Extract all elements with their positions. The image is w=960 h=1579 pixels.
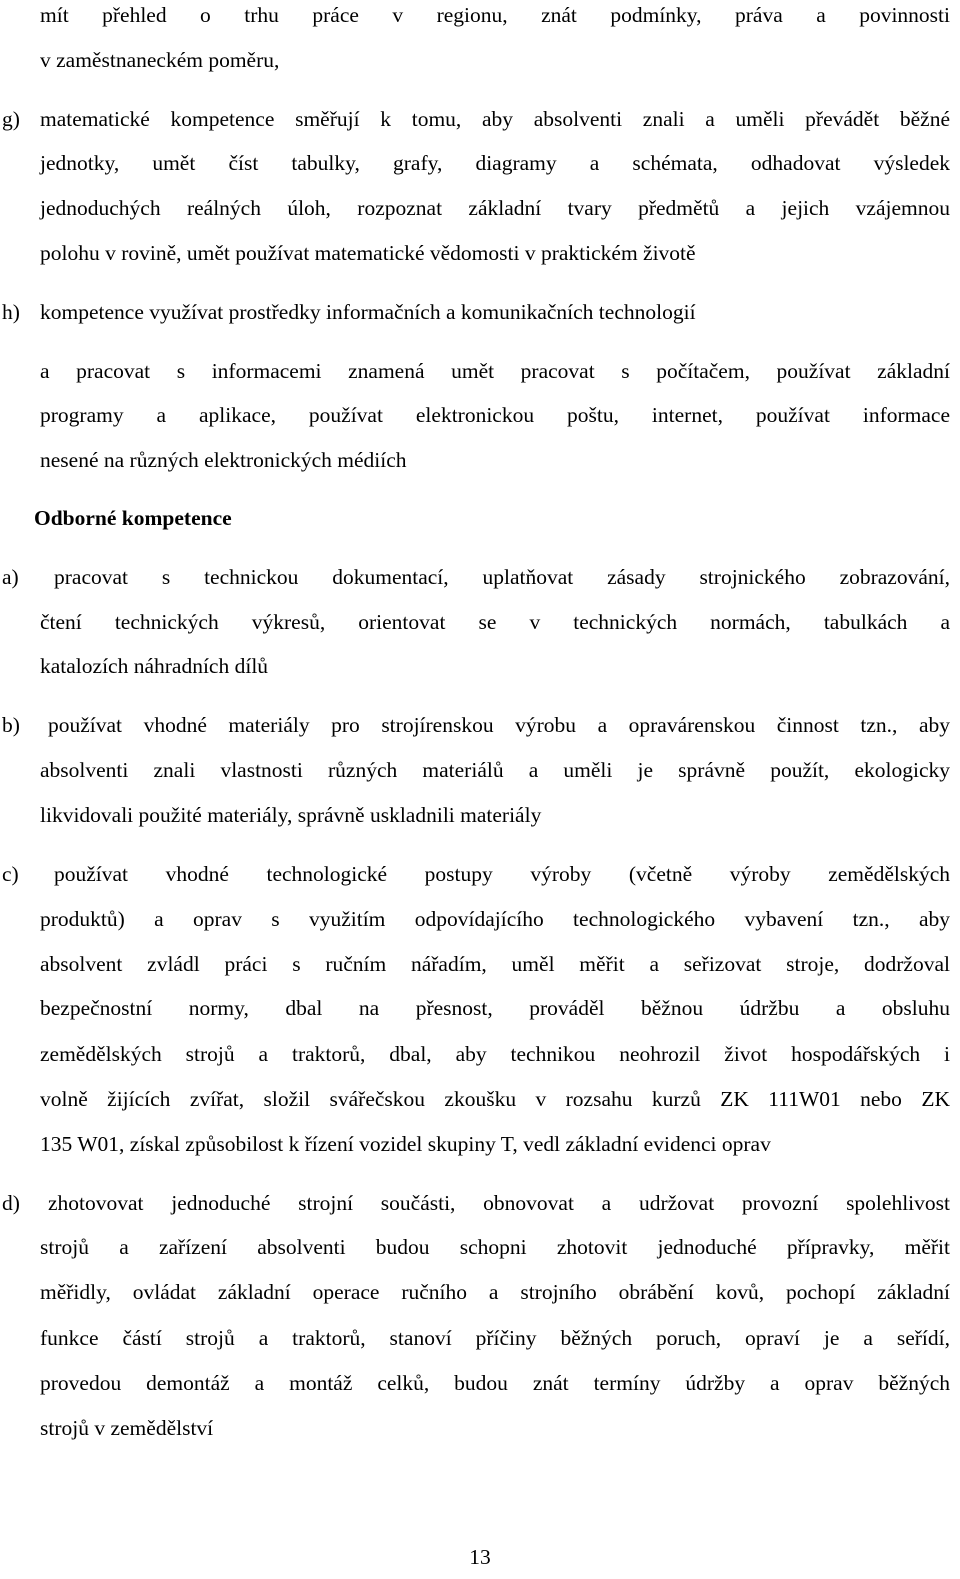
text-line: katalozích náhradních dílů [40, 654, 269, 678]
text-line: měřidly, ovládat základní operace ručního a strojního obrábění kovů, pochopí základní [40, 1280, 950, 1304]
list-marker-h: h) [2, 300, 20, 324]
list-marker-c: c) [2, 862, 19, 886]
text-line: likvidovali použité materiály, správně uskladnili materiály [40, 803, 542, 827]
text-line: bezpečnostní normy, dbal na přesnost, prováděl běžnou údržbu a obsluhu [40, 996, 950, 1020]
text-line: 135 W01, získal způsobilost k řízení vozidel skupiny T, vedl základní evidenci oprav [40, 1132, 771, 1156]
text-line: čtení technických výkresů, orientovat se v technických normách, tabulkách a [40, 610, 950, 634]
list-marker-b: b) [2, 713, 20, 737]
text-line: provedou demontáž a montáž celků, budou znát termíny údržby a oprav běžných [40, 1371, 950, 1395]
text-line: absolventi znali vlastnosti různých materiálů a uměli je správně použít, ekologicky [40, 758, 950, 782]
list-marker-d: d) [2, 1191, 20, 1215]
text-line: funkce částí strojů a traktorů, stanoví příčiny běžných poruch, opraví je a seřídí, [40, 1326, 950, 1350]
text-line: a pracovat s informacemi znamená umět pracovat s počítačem, používat základní [40, 359, 950, 383]
text-line: jednoduchých reálných úloh, rozpoznat základní tvary předmětů a jejich vzájemnou [40, 196, 950, 220]
text-line: zemědělských strojů a traktorů, dbal, aby technikou neohrozil život hospodářských i [40, 1042, 950, 1066]
text-line: v zaměstnaneckém poměru, [40, 48, 280, 72]
text-line: zhotovovat jednoduché strojní součásti, obnovovat a udržovat provozní spolehlivost [48, 1191, 950, 1215]
text-line: matematické kompetence směřují k tomu, aby absolventi znali a uměli převádět běžné [40, 107, 950, 131]
text-line: používat vhodné materiály pro strojírenskou výrobu a opravárenskou činnost tzn., aby [48, 713, 950, 737]
list-marker-g: g) [2, 107, 20, 131]
text-line: pracovat s technickou dokumentací, uplatňovat zásady strojnického zobrazování, [54, 565, 950, 589]
text-line: produktů) a oprav s využitím odpovídajícího technologického vybavení tzn., aby [40, 907, 950, 931]
page-number: 13 [469, 1545, 491, 1569]
text-line: nesené na různých elektronických médiích [40, 448, 407, 472]
text-line: polohu v rovině, umět používat matematické vědomosti v praktickém životě [40, 241, 696, 265]
text-line: jednotky, umět číst tabulky, grafy, diagramy a schémata, odhadovat výsledek [40, 151, 950, 175]
text-line: používat vhodné technologické postupy výroby (včetně výroby zemědělských [54, 862, 950, 886]
text-line: volně žijících zvířat, složil svářečskou zkoušku v rozsahu kurzů ZK 111W01 nebo ZK [40, 1087, 950, 1111]
text-line: absolvent zvládl práci s ručním nářadím, uměl měřit a seřizovat stroje, dodržoval [40, 952, 950, 976]
text-line: mít přehled o trhu práce v regionu, znát podmínky, práva a povinnosti [40, 3, 950, 27]
section-heading: Odborné kompetence [34, 506, 232, 530]
list-marker-a: a) [2, 565, 19, 589]
text-line: programy a aplikace, používat elektronickou poštu, internet, používat informace [40, 403, 950, 427]
text-line: strojů v zemědělství [40, 1416, 214, 1440]
text-line: kompetence využívat prostředky informačních a komunikačních technologií [40, 300, 696, 324]
text-line: strojů a zařízení absolventi budou schopni zhotovit jednoduché přípravky, měřit [40, 1235, 950, 1259]
